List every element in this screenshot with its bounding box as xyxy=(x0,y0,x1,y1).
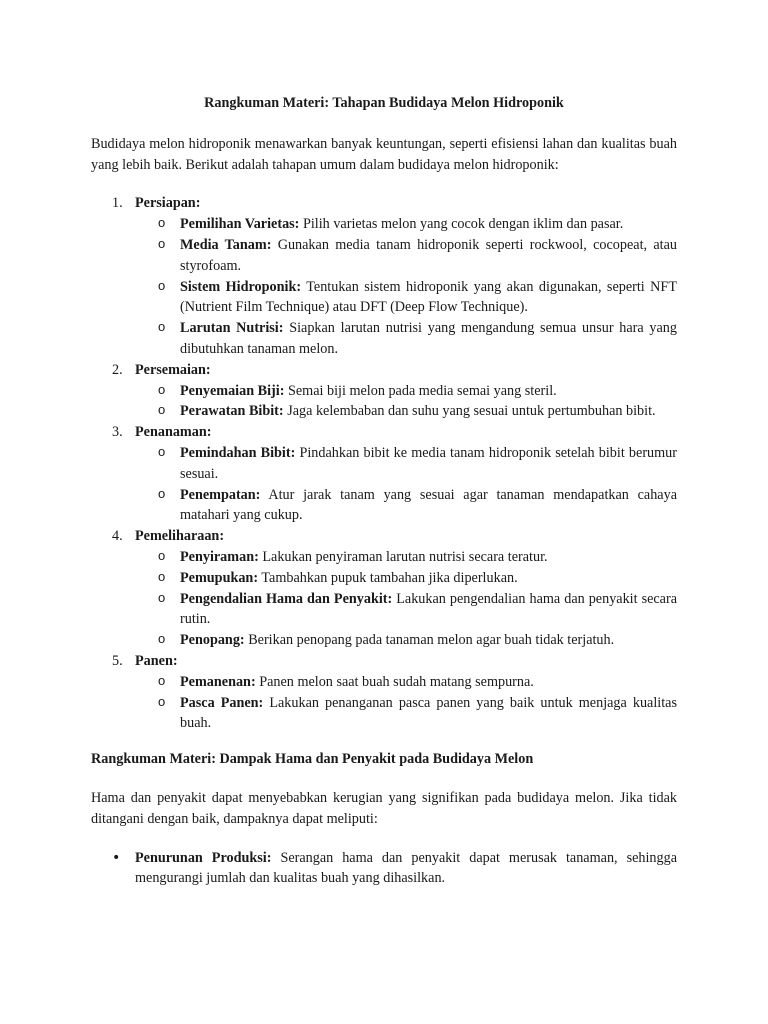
sub-bullet-marker: o xyxy=(158,443,166,459)
step-sublist xyxy=(135,443,677,526)
impact-item xyxy=(91,848,677,890)
sub-bullet-marker: o xyxy=(158,568,166,584)
step-subitem xyxy=(135,214,677,235)
step-subitem xyxy=(135,693,677,735)
step-subitem xyxy=(135,381,677,402)
subitem-term: Penopang: xyxy=(180,632,245,649)
subitem-text: Berikan penopang pada tanaman melon agar buah tidak terjatuh. xyxy=(244,632,615,649)
step-subitem xyxy=(135,568,677,589)
subitem-text: Lakukan penyiraman larutan nutrisi secara teratur. xyxy=(258,548,548,565)
subitem-text: Gunakan media tanam hidroponik seperti rockwool, cocopeat, atau styrofoam. xyxy=(180,236,677,274)
impact-text: Serangan hama dan penyakit dapat merusak tanaman, sehingga mengurangi jumlah dan kualitas buah yang dihasilkan. xyxy=(135,849,677,887)
sub-bullet-marker: o xyxy=(158,693,166,709)
subitem-text: Atur jarak tanam yang sesuai agar tanaman mendapatkan cahaya matahari yang cukup. xyxy=(180,486,677,524)
subitem-text: Panen melon saat buah sudah matang sempurna. xyxy=(255,673,534,690)
step-subitem xyxy=(135,401,677,422)
step-number: 1. xyxy=(112,195,123,212)
impact-term: Penurunan Produksi: xyxy=(135,849,272,866)
subitem-term: Penyiraman: xyxy=(180,548,259,565)
sub-bullet-marker: o xyxy=(158,381,166,397)
section2-intro: Hama dan penyakit dapat menyebabkan kerugian yang signifikan pada budidaya melon. Jika tidak ditangani dengan baik, dampaknya dapat meliputi: xyxy=(91,789,677,827)
step-title: Persemaian: xyxy=(135,361,211,378)
step-sublist xyxy=(135,381,677,423)
step-subitem xyxy=(135,277,677,319)
subitem-term: Pemupukan: xyxy=(180,569,259,586)
step-sublist xyxy=(135,672,677,734)
subitem-text: Tentukan sistem hidroponik yang akan digunakan, seperti NFT (Nutrient Film Technique) atau DFT (Deep Flow Technique). xyxy=(180,278,677,316)
step-sublist xyxy=(135,214,677,360)
step-item xyxy=(91,651,677,734)
subitem-term: Pemanenan: xyxy=(180,673,256,690)
step-subitem xyxy=(135,235,677,277)
subitem-text: Pilih varietas melon yang cocok dengan iklim dan pasar. xyxy=(299,216,624,233)
subitem-term: Sistem Hidroponik: xyxy=(180,278,302,295)
step-number: 2. xyxy=(112,361,123,378)
step-subitem xyxy=(135,672,677,693)
impact-list xyxy=(91,848,677,890)
step-subitem xyxy=(135,547,677,568)
step-subitem xyxy=(135,485,677,527)
subitem-term: Perawatan Bibit: xyxy=(180,403,284,420)
subitem-text: Tambahkan pupuk tambahan jika diperlukan. xyxy=(258,569,518,586)
step-subitem xyxy=(135,318,677,360)
subitem-text: Pindahkan bibit ke media tanam hidroponik setelah bibit berumur sesuai. xyxy=(180,444,677,482)
sub-bullet-marker: o xyxy=(158,215,166,231)
subitem-term: Pemindahan Bibit: xyxy=(180,444,296,461)
step-title: Panen: xyxy=(135,652,178,669)
sub-bullet-marker: o xyxy=(158,277,166,293)
subitem-term: Penempatan: xyxy=(180,486,261,503)
sub-bullet-marker: o xyxy=(158,319,166,335)
sub-bullet-marker: o xyxy=(158,589,166,605)
section2-heading: Rangkuman Materi: Dampak Hama dan Penyakit pada Budidaya Melon xyxy=(91,751,534,768)
sub-bullet-marker: o xyxy=(158,402,166,418)
subitem-term: Penyemaian Biji: xyxy=(180,382,285,399)
step-item xyxy=(91,422,677,526)
step-title: Persiapan: xyxy=(135,195,201,212)
step-subitem xyxy=(135,443,677,485)
subitem-term: Larutan Nutrisi: xyxy=(180,320,284,337)
sub-bullet-marker: o xyxy=(158,485,166,501)
sub-bullet-marker: o xyxy=(158,631,166,647)
steps-list xyxy=(91,193,677,734)
subitem-term: Media Tanam: xyxy=(180,236,272,253)
document-page xyxy=(91,93,677,889)
bullet-marker: • xyxy=(112,849,121,866)
step-number: 4. xyxy=(112,528,123,545)
intro-paragraph: Budidaya melon hidroponik menawarkan banyak keuntungan, seperti efisiensi lahan dan kualitas buah yang lebih baik. Berikut adalah tahapan umum dalam budidaya melon hidroponik: xyxy=(91,135,677,173)
step-item xyxy=(91,360,677,422)
step-number: 5. xyxy=(112,652,123,669)
subitem-term: Pasca Panen: xyxy=(180,694,264,711)
sub-bullet-marker: o xyxy=(158,547,166,563)
subitem-text: Jaga kelembaban dan suhu yang sesuai untuk pertumbuhan bibit. xyxy=(283,403,656,420)
subitem-text: Lakukan pengendalian hama dan penyakit secara rutin. xyxy=(180,590,677,628)
step-item xyxy=(91,526,677,651)
step-sublist xyxy=(135,547,677,651)
document-title: Rangkuman Materi: Tahapan Budidaya Melon Hidroponik xyxy=(204,95,564,111)
subitem-text: Semai biji melon pada media semai yang steril. xyxy=(284,382,557,399)
step-number: 3. xyxy=(112,424,123,441)
sub-bullet-marker: o xyxy=(158,672,166,688)
step-subitem xyxy=(135,630,677,651)
step-title: Penanaman: xyxy=(135,424,212,441)
subitem-term: Pengendalian Hama dan Penyakit: xyxy=(180,590,393,607)
step-subitem xyxy=(135,589,677,631)
subitem-term: Pemilihan Varietas: xyxy=(180,216,300,233)
sub-bullet-marker: o xyxy=(158,235,166,251)
subitem-text: Siapkan larutan nutrisi yang mengandung semua unsur hara yang dibutuhkan tanaman melon. xyxy=(180,320,677,357)
subitem-text: Lakukan penanganan pasca panen yang baik untuk menjaga kualitas buah. xyxy=(180,694,677,732)
step-title: Pemeliharaan: xyxy=(135,528,225,545)
step-item xyxy=(91,193,677,359)
